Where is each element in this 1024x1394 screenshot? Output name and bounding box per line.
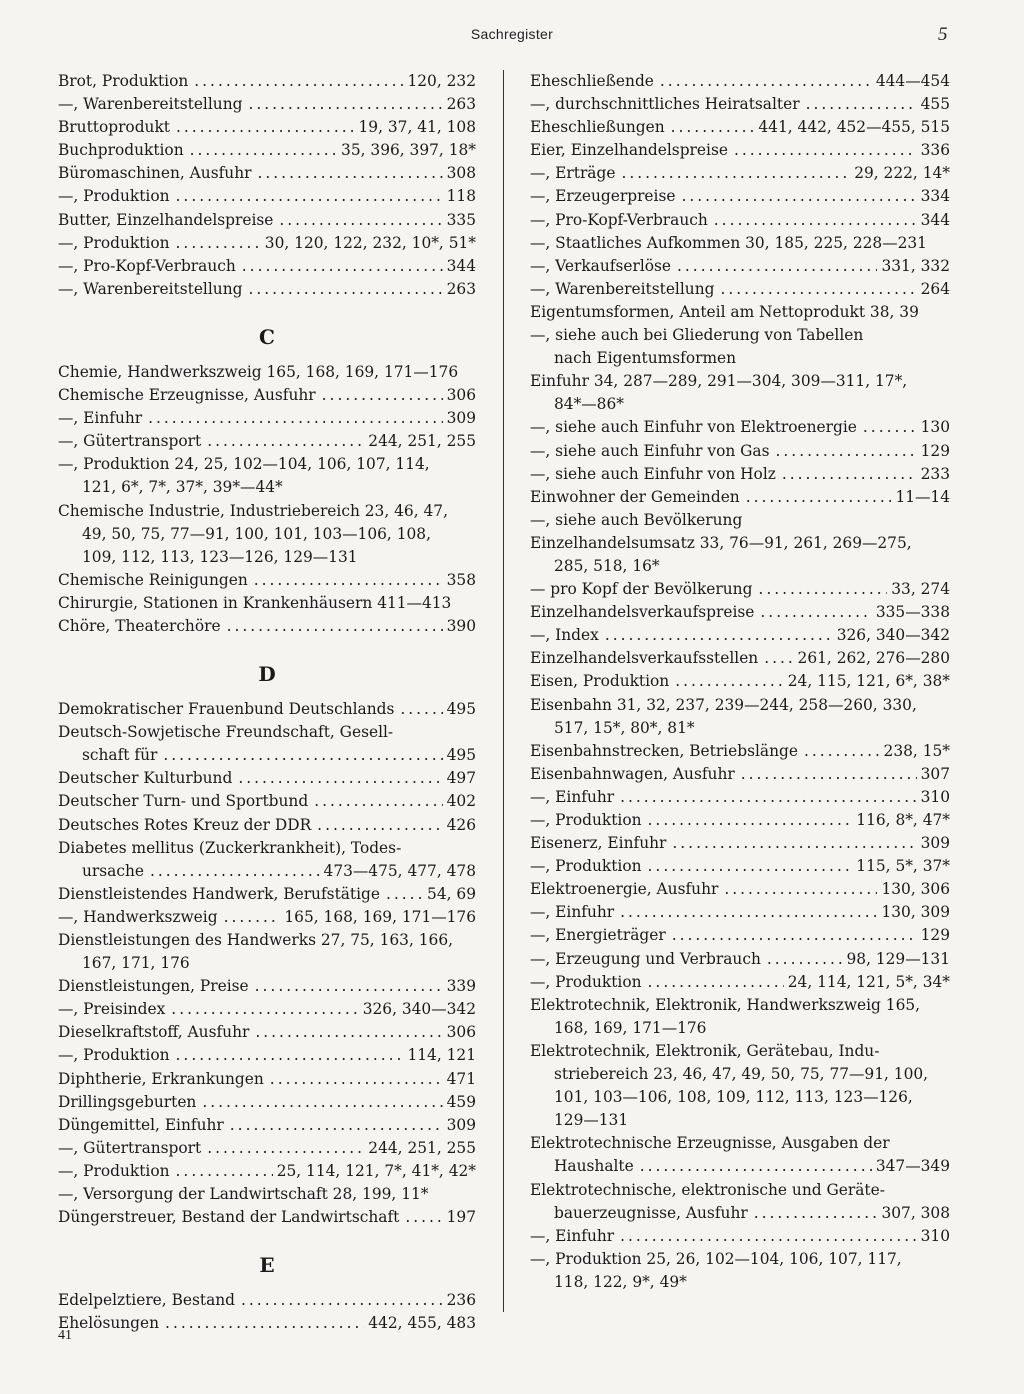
index-entry: —, Handwerkszweig ..... 165, 168, 169, 171—176	[58, 906, 476, 929]
index-entry: —, Erträge ..... 29, 222, 14*	[530, 162, 950, 185]
index-block-d	[58, 698, 476, 1229]
index-entry-continuation: 118, 122, 9*, 49*	[554, 1272, 687, 1291]
index-entry: —, Einfuhr ..... 130, 309	[530, 901, 950, 924]
index-block-c	[58, 361, 476, 638]
index-entry: —, Verkaufserlöse ..... 331, 332	[530, 255, 950, 278]
index-entry: Butter, Einzelhandelspreise ..... 335	[58, 209, 476, 232]
index-entry: Einfuhr 34, 287—289, 291—304, 309—311, 17*,	[530, 372, 908, 391]
index-entry: —, Produktion 24, 25, 102—104, 106, 107, 114,	[58, 455, 430, 474]
index-entry: Eisenerz, Einfuhr ..... 309	[530, 832, 950, 855]
section-letter-e: E	[259, 1253, 275, 1278]
index-entry-continuation: schaft für ..... 495	[58, 744, 476, 767]
index-entry: —, Einfuhr ..... 310	[530, 786, 950, 809]
index-entry: —, siehe auch Einfuhr von Gas ..... 129	[530, 440, 950, 463]
index-entry: —, Pro-Kopf-Verbrauch ..... 344	[58, 255, 476, 278]
index-entry: Deutscher Kulturbund ..... 497	[58, 767, 476, 790]
index-entry: Einzelhandelsumsatz 33, 76—91, 261, 269—275,	[530, 533, 912, 552]
index-entry: —, Gütertransport ..... 244, 251, 255	[58, 1137, 476, 1160]
index-entry: Drillingsgeburten ..... 459	[58, 1091, 476, 1114]
index-entry: —, Produktion ..... 118	[58, 185, 476, 208]
index-entry: Brot, Produktion ..... 120, 232	[58, 70, 476, 93]
index-entry: —, Staatliches Aufkommen 30, 185, 225, 228—231	[530, 233, 927, 252]
index-entry-continuation: 84*—86*	[554, 395, 624, 414]
index-entry-continuation: bauerzeugnisse, Ausfuhr ..... 307, 308	[530, 1202, 950, 1225]
section-letter-c: C	[259, 324, 275, 349]
index-entry: Ehelösungen ..... 442, 455, 483	[58, 1312, 476, 1335]
index-entry: Dienstleistendes Handwerk, Berufstätige ..... 54, 69	[58, 883, 476, 906]
index-entry: Eheschließungen ..... 441, 442, 452—455, 515	[530, 116, 950, 139]
index-entry: —, Produktion ..... 114, 121	[58, 1044, 476, 1067]
index-entry-continuation: Haushalte ..... 347—349	[530, 1155, 950, 1178]
index-entry: —, Warenbereitstellung ..... 264	[530, 278, 950, 301]
section-letter-d: D	[258, 662, 276, 687]
index-entry: Chöre, Theaterchöre ..... 390	[58, 615, 476, 638]
index-entry-continuation: 168, 169, 171—176	[554, 1018, 707, 1037]
index-entry: —, Produktion ..... 24, 114, 121, 5*, 34*	[530, 971, 950, 994]
index-entry: Elektrotechnik, Elektronik, Gerätebau, Indu-	[530, 1041, 880, 1060]
index-entry: Elektrotechnik, Elektronik, Handwerkszweig 165,	[530, 995, 921, 1014]
index-entry: Deutsch-Sowjetische Freundschaft, Gesell-	[58, 723, 394, 742]
index-entry: Einzelhandelsverkaufsstellen ..... 261, 262, 276—280	[530, 647, 950, 670]
index-entry: —, Warenbereitstellung ..... 263	[58, 93, 476, 116]
index-entry: —, Pro-Kopf-Verbrauch ..... 344	[530, 209, 950, 232]
index-entry: Eisenbahnwagen, Ausfuhr ..... 307	[530, 763, 950, 786]
index-entry: —, Warenbereitstellung ..... 263	[58, 278, 476, 301]
index-entry: Deutsches Rotes Kreuz der DDR ..... 426	[58, 814, 476, 837]
index-entry: Dienstleistungen des Handwerks 27, 75, 163, 166,	[58, 931, 454, 949]
index-entry: Düngerstreuer, Bestand der Landwirtschaft ..... 197	[58, 1206, 476, 1229]
index-entry: Eisenbahnstrecken, Betriebslänge ..... 238, 15*	[530, 740, 950, 763]
index-entry-continuation: 129—131	[554, 1111, 629, 1130]
footer-signature: 41	[58, 1328, 72, 1343]
index-entry: Elektrotechnische Erzeugnisse, Ausgaben der	[530, 1134, 890, 1153]
index-entry: —, Preisindex ..... 326, 340—342	[58, 998, 476, 1021]
page-header-title: Sachregister	[470, 26, 554, 42]
index-entry: —, Produktion ..... 115, 5*, 37*	[530, 855, 950, 878]
index-entry: —, Versorgung der Landwirtschaft 28, 199, 11*	[58, 1185, 429, 1204]
index-entry: Edelpelztiere, Bestand ..... 236	[58, 1289, 476, 1312]
index-entry: Büromaschinen, Ausfuhr ..... 308	[58, 162, 476, 185]
index-entry: Chemie, Handwerkszweig 165, 168, 169, 171—176	[58, 362, 459, 381]
index-entry: Chemische Erzeugnisse, Ausfuhr ..... 306	[58, 384, 476, 407]
index-entry: Diabetes mellitus (Zuckerkrankheit), Todes-	[58, 838, 402, 857]
index-entry: Dieselkraftstoff, Ausfuhr ..... 306	[58, 1021, 476, 1044]
index-entry-continuation: 121, 6*, 7*, 37*, 39*—44*	[82, 478, 283, 497]
index-entry: Deutscher Turn- und Sportbund ..... 402	[58, 790, 476, 813]
index-entry: Bruttoprodukt ..... 19, 37, 41, 108	[58, 116, 476, 139]
index-entry: Buchproduktion ..... 35, 396, 397, 18*	[58, 139, 476, 162]
index-entry-continuation: 49, 50, 75, 77—91, 100, 101, 103—106, 108,	[82, 524, 431, 543]
index-entry: Chemische Industrie, Industriebereich 23, 46, 47,	[58, 501, 448, 520]
index-entry-continuation: 517, 15*, 80*, 81*	[554, 718, 695, 737]
index-entry: —, Erzeugerpreise ..... 334	[530, 185, 950, 208]
index-entry: Diphtherie, Erkrankungen ..... 471	[58, 1068, 476, 1091]
index-entry: —, Produktion ..... 25, 114, 121, 7*, 41*, 42*	[58, 1160, 476, 1183]
index-entry: —, siehe auch Einfuhr von Holz ..... 233	[530, 463, 950, 486]
index-entry: —, Einfuhr ..... 309	[58, 407, 476, 430]
index-block-e	[58, 1289, 476, 1335]
index-entry: —, durchschnittliches Heiratsalter ..... 455	[530, 93, 950, 116]
index-entry: —, siehe auch Einfuhr von Elektroenergie ..... 130	[530, 416, 950, 439]
index-entry: Demokratischer Frauenbund Deutschlands ..... 495	[58, 698, 476, 721]
index-entry: Dienstleistungen, Preise ..... 339	[58, 975, 476, 998]
index-entry-continuation: 101, 103—106, 108, 109, 112, 113, 123—126,	[554, 1088, 913, 1107]
index-entry-continuation: 285, 518, 16*	[554, 556, 660, 575]
index-entry: Elektrotechnische, elektronische und Geräte-	[530, 1180, 885, 1199]
index-entry: Eisen, Produktion ..... 24, 115, 121, 6*, 38*	[530, 670, 950, 693]
index-entry: —, Energieträger ..... 129	[530, 924, 950, 947]
index-entry: Chirurgie, Stationen in Krankenhäusern 411—413	[58, 593, 452, 612]
index-entry: Eheschließende ..... 444—454	[530, 70, 950, 93]
index-entry: Eisenbahn 31, 32, 237, 239—244, 258—260, 330,	[530, 695, 917, 714]
page-number: 5	[938, 24, 948, 45]
index-entry-continuation: nach Eigentumsformen	[554, 349, 737, 368]
left-column	[58, 70, 476, 1335]
index-entry: —, Index ..... 326, 340—342	[530, 624, 950, 647]
index-entry-continuation: striebereich 23, 46, 47, 49, 50, 75, 77—91, 100,	[554, 1065, 929, 1084]
index-entry: —, Erzeugung und Verbrauch ..... 98, 129—131	[530, 948, 950, 971]
right-column	[530, 70, 950, 1294]
index-entry-continuation: 167, 171, 176	[82, 954, 190, 973]
index-entry: Eigentumsformen, Anteil am Nettoprodukt 38, 39	[530, 302, 919, 321]
index-entry: Eier, Einzelhandelspreise ..... 336	[530, 139, 950, 162]
index-block-b	[58, 70, 476, 301]
index-entry: Einzelhandelsverkaufspreise ..... 335—338	[530, 601, 950, 624]
index-entry: —, Produktion ..... 30, 120, 122, 232, 10*, 51*	[58, 232, 476, 255]
index-entry: Düngemittel, Einfuhr ..... 309	[58, 1114, 476, 1137]
index-entry: —, siehe auch Bevölkerung	[530, 510, 743, 529]
index-entry: —, siehe auch bei Gliederung von Tabellen	[530, 326, 864, 345]
index-entry: —, Gütertransport ..... 244, 251, 255	[58, 430, 476, 453]
index-entry: —, Produktion 25, 26, 102—104, 106, 107, 117,	[530, 1249, 902, 1268]
index-entry: Chemische Reinigungen ..... 358	[58, 569, 476, 592]
index-entry-continuation: 109, 112, 113, 123—126, 129—131	[82, 547, 358, 566]
index-entry: Elektroenergie, Ausfuhr ..... 130, 306	[530, 878, 950, 901]
index-entry-continuation: ursache ..... 473—475, 477, 478	[58, 860, 476, 883]
index-entry: —, Produktion ..... 116, 8*, 47*	[530, 809, 950, 832]
index-entry: —, Einfuhr ..... 310	[530, 1225, 950, 1248]
index-entry: Einwohner der Gemeinden ..... 11—14	[530, 486, 950, 509]
index-entry: — pro Kopf der Bevölkerung ..... 33, 274	[530, 578, 950, 601]
column-divider	[503, 70, 504, 1312]
